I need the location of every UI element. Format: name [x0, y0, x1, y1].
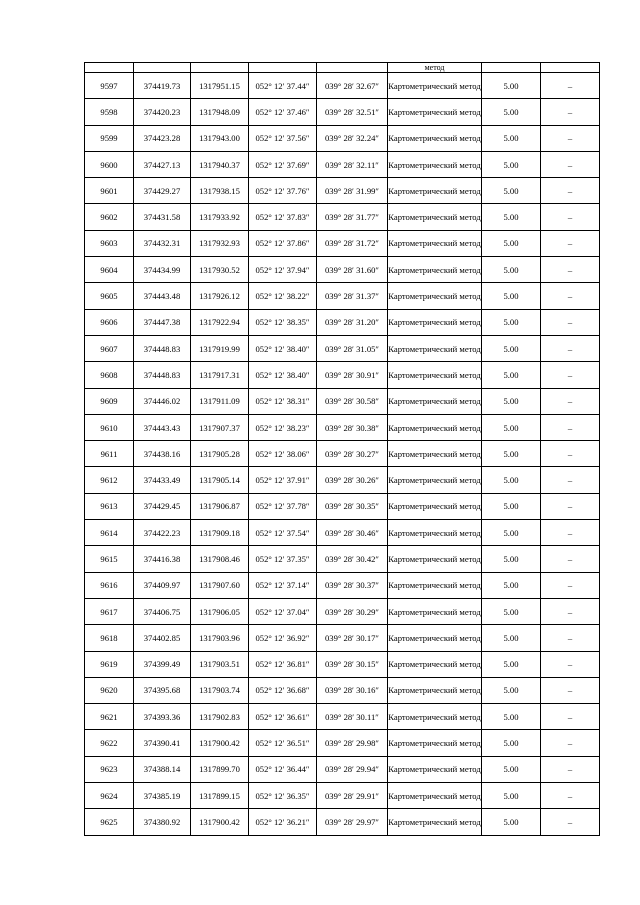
point-number-cell: 9621: [85, 704, 134, 730]
y-coordinate-cell: 1317932.93: [191, 230, 249, 256]
latitude-cell: 052° 12′ 37.76″: [249, 178, 317, 204]
x-coordinate-cell: 374427.13: [134, 151, 191, 177]
table-row: [85, 125, 600, 151]
latitude-cell: 052° 12′ 37.04″: [249, 598, 317, 624]
note-cell: –: [541, 99, 600, 125]
point-number-cell: 9602: [85, 204, 134, 230]
x-coordinate-cell: 374446.02: [134, 388, 191, 414]
y-coordinate-cell: 1317908.46: [191, 546, 249, 572]
x-coordinate-cell: 374433.49: [134, 467, 191, 493]
latitude-cell: 052° 12′ 36.81″: [249, 651, 317, 677]
x-coordinate-cell: 374399.49: [134, 651, 191, 677]
coordinates-table: [84, 62, 600, 836]
point-number-cell: 9612: [85, 467, 134, 493]
longitude-cell: 039° 28′ 31.37″: [317, 283, 388, 309]
method-cell: Картометрический метод: [388, 756, 482, 782]
y-coordinate-cell: 1317900.42: [191, 809, 249, 835]
latitude-cell: 052° 12′ 36.35″: [249, 783, 317, 809]
accuracy-cell: 5.00: [482, 283, 541, 309]
y-coordinate-cell: 1317948.09: [191, 99, 249, 125]
point-number-cell: 9613: [85, 493, 134, 519]
accuracy-cell: 5.00: [482, 572, 541, 598]
method-cell: Картометрический метод: [388, 178, 482, 204]
point-number-cell: 9610: [85, 414, 134, 440]
accuracy-cell: 5.00: [482, 730, 541, 756]
accuracy-cell: 5.00: [482, 362, 541, 388]
y-coordinate-cell: 1317938.15: [191, 178, 249, 204]
table-row: [85, 441, 600, 467]
table-row: [85, 546, 600, 572]
method-cell: Картометрический метод: [388, 309, 482, 335]
latitude-cell: 052° 12′ 37.91″: [249, 467, 317, 493]
accuracy-cell: 5.00: [482, 151, 541, 177]
table-body: [85, 63, 600, 836]
y-coordinate-cell: 1317905.14: [191, 467, 249, 493]
point-number-cell: 9623: [85, 756, 134, 782]
latitude-cell: 052° 12′ 38.31″: [249, 388, 317, 414]
latitude-cell: 052° 12′ 38.23″: [249, 414, 317, 440]
latitude-cell: 052° 12′ 36.44″: [249, 756, 317, 782]
y-coordinate-cell: 1317900.42: [191, 730, 249, 756]
x-coordinate-cell: 374395.68: [134, 677, 191, 703]
method-cell: Картометрический метод: [388, 467, 482, 493]
method-cell: Картометрический метод: [388, 625, 482, 651]
point-number-cell: 9617: [85, 598, 134, 624]
method-cell: Картометрический метод: [388, 151, 482, 177]
y-coordinate-cell: 1317930.52: [191, 257, 249, 283]
latitude-cell: 052° 12′ 38.35″: [249, 309, 317, 335]
accuracy-cell: 5.00: [482, 809, 541, 835]
accuracy-cell: 5.00: [482, 625, 541, 651]
y-coordinate-cell: 1317919.99: [191, 335, 249, 361]
table-row: [85, 309, 600, 335]
table-row: [85, 572, 600, 598]
accuracy-cell: 5.00: [482, 204, 541, 230]
method-cell: Картометрический метод: [388, 572, 482, 598]
x-coordinate-cell: 374432.31: [134, 230, 191, 256]
latitude-cell: 052° 12′ 37.86″: [249, 230, 317, 256]
accuracy-cell: 5.00: [482, 414, 541, 440]
x-coordinate-cell: 374402.85: [134, 625, 191, 651]
point-number-cell: 9600: [85, 151, 134, 177]
accuracy-cell: 5.00: [482, 257, 541, 283]
y-coordinate-cell: 1317906.05: [191, 598, 249, 624]
longitude-cell: 039° 28′ 30.27″: [317, 441, 388, 467]
accuracy-cell: 5.00: [482, 335, 541, 361]
accuracy-cell: 5.00: [482, 520, 541, 546]
table-row: [85, 230, 600, 256]
table-row: [85, 204, 600, 230]
y-coordinate-cell: 1317902.83: [191, 704, 249, 730]
point-number-cell: 9614: [85, 520, 134, 546]
method-fragment-cell: метод: [388, 63, 482, 73]
latitude-cell: 052° 12′ 36.51″: [249, 730, 317, 756]
table-row: [85, 704, 600, 730]
note-cell: –: [541, 756, 600, 782]
longitude-cell: 039° 28′ 30.17″: [317, 625, 388, 651]
note-cell: –: [541, 467, 600, 493]
x-coordinate-cell: 374409.97: [134, 572, 191, 598]
x-coordinate-cell: 374380.92: [134, 809, 191, 835]
longitude-cell: 039° 28′ 31.77″: [317, 204, 388, 230]
method-cell: Картометрический метод: [388, 257, 482, 283]
latitude-cell: 052° 12′ 37.14″: [249, 572, 317, 598]
accuracy-cell: 5.00: [482, 756, 541, 782]
latitude-cell: 052° 12′ 37.56″: [249, 125, 317, 151]
y-coordinate-cell: 1317903.96: [191, 625, 249, 651]
table-row: [85, 783, 600, 809]
x-coordinate-cell: 374420.23: [134, 99, 191, 125]
x-coordinate-cell: 374390.41: [134, 730, 191, 756]
y-coordinate-cell: 1317922.94: [191, 309, 249, 335]
x-coordinate-cell: 374431.58: [134, 204, 191, 230]
method-cell: Картометрический метод: [388, 809, 482, 835]
x-coordinate-cell: 374438.16: [134, 441, 191, 467]
method-cell: Картометрический метод: [388, 677, 482, 703]
note-cell: –: [541, 677, 600, 703]
latitude-cell: 052° 12′ 36.68″: [249, 677, 317, 703]
accuracy-cell: 5.00: [482, 125, 541, 151]
latitude-cell: 052° 12′ 37.83″: [249, 204, 317, 230]
accuracy-cell: 5.00: [482, 704, 541, 730]
method-cell: Картометрический метод: [388, 99, 482, 125]
table-row: [85, 625, 600, 651]
note-cell: –: [541, 257, 600, 283]
longitude-cell: 039° 28′ 32.24″: [317, 125, 388, 151]
point-number-cell: 9598: [85, 99, 134, 125]
longitude-cell: 039° 28′ 30.46″: [317, 520, 388, 546]
method-cell: Картометрический метод: [388, 704, 482, 730]
point-number-cell: 9620: [85, 677, 134, 703]
longitude-cell: 039° 28′ 31.60″: [317, 257, 388, 283]
note-cell: –: [541, 572, 600, 598]
latitude-cell: 052° 12′ 37.69″: [249, 151, 317, 177]
x-coordinate-cell: 374388.14: [134, 756, 191, 782]
y-coordinate-cell: 1317943.00: [191, 125, 249, 151]
point-number-cell: 9618: [85, 625, 134, 651]
longitude-cell: 039° 28′ 32.11″: [317, 151, 388, 177]
latitude-cell: 052° 12′ 38.40″: [249, 335, 317, 361]
y-coordinate-cell: 1317905.28: [191, 441, 249, 467]
point-number-cell: 9625: [85, 809, 134, 835]
x-coordinate-cell: 374443.48: [134, 283, 191, 309]
x-coordinate-cell: 374393.36: [134, 704, 191, 730]
longitude-cell: 039° 28′ 31.72″: [317, 230, 388, 256]
note-cell: –: [541, 704, 600, 730]
method-cell: Картометрический метод: [388, 520, 482, 546]
method-cell: Картометрический метод: [388, 73, 482, 99]
x-coordinate-cell: 374434.99: [134, 257, 191, 283]
method-cell: Картометрический метод: [388, 125, 482, 151]
longitude-cell: 039° 28′ 30.58″: [317, 388, 388, 414]
table-row: [85, 257, 600, 283]
accuracy-cell: 5.00: [482, 309, 541, 335]
method-cell: Картометрический метод: [388, 730, 482, 756]
note-cell: –: [541, 335, 600, 361]
point-number-cell: 9607: [85, 335, 134, 361]
x-coordinate-cell: 374416.38: [134, 546, 191, 572]
method-cell: Картометрический метод: [388, 598, 482, 624]
y-coordinate-cell: 1317907.37: [191, 414, 249, 440]
note-cell: –: [541, 809, 600, 835]
note-cell: –: [541, 204, 600, 230]
y-coordinate-cell: 1317899.15: [191, 783, 249, 809]
longitude-cell: 039° 28′ 31.99″: [317, 178, 388, 204]
table-row: [85, 283, 600, 309]
note-cell: –: [541, 414, 600, 440]
note-cell: –: [541, 73, 600, 99]
longitude-cell: 039° 28′ 30.29″: [317, 598, 388, 624]
accuracy-cell: 5.00: [482, 230, 541, 256]
latitude-cell: 052° 12′ 36.61″: [249, 704, 317, 730]
note-cell: –: [541, 441, 600, 467]
x-coordinate-cell: 374406.75: [134, 598, 191, 624]
method-cell: Картометрический метод: [388, 651, 482, 677]
point-number-cell: 9608: [85, 362, 134, 388]
table-row: [85, 730, 600, 756]
longitude-cell: 039° 28′ 30.42″: [317, 546, 388, 572]
latitude-cell: 052° 12′ 38.06″: [249, 441, 317, 467]
y-coordinate-cell: 1317899.70: [191, 756, 249, 782]
accuracy-cell: 5.00: [482, 178, 541, 204]
x-coordinate-cell: 374447.38: [134, 309, 191, 335]
latitude-cell: 052° 12′ 38.40″: [249, 362, 317, 388]
table-row: [85, 414, 600, 440]
x-coordinate-cell: 374423.28: [134, 125, 191, 151]
table-row: [85, 151, 600, 177]
y-coordinate-cell: 1317911.09: [191, 388, 249, 414]
x-coordinate-cell: 374385.19: [134, 783, 191, 809]
y-coordinate-cell: 1317909.18: [191, 520, 249, 546]
note-cell: –: [541, 178, 600, 204]
latitude-cell: 052° 12′ 38.22″: [249, 283, 317, 309]
point-number-cell: 9606: [85, 309, 134, 335]
method-cell: Картометрический метод: [388, 283, 482, 309]
y-coordinate-cell: 1317940.37: [191, 151, 249, 177]
table-continuation-row: [85, 63, 600, 73]
longitude-cell: 039° 28′ 30.38″: [317, 414, 388, 440]
table-row: [85, 756, 600, 782]
y-coordinate-cell: 1317926.12: [191, 283, 249, 309]
note-cell: –: [541, 598, 600, 624]
point-number-cell: 9603: [85, 230, 134, 256]
note-cell: –: [541, 362, 600, 388]
note-cell: –: [541, 230, 600, 256]
note-cell: –: [541, 125, 600, 151]
accuracy-cell: 5.00: [482, 546, 541, 572]
y-coordinate-cell: 1317903.74: [191, 677, 249, 703]
longitude-cell: 039° 28′ 32.51″: [317, 99, 388, 125]
table-row: [85, 598, 600, 624]
point-number-cell: 9616: [85, 572, 134, 598]
latitude-cell: 052° 12′ 37.44″: [249, 73, 317, 99]
table-row: [85, 493, 600, 519]
longitude-cell: 039° 28′ 29.91″: [317, 783, 388, 809]
latitude-cell: 052° 12′ 36.92″: [249, 625, 317, 651]
accuracy-cell: 5.00: [482, 467, 541, 493]
method-cell: Картометрический метод: [388, 414, 482, 440]
longitude-cell: 039° 28′ 29.97″: [317, 809, 388, 835]
longitude-cell: 039° 28′ 30.37″: [317, 572, 388, 598]
document-page: [84, 62, 599, 836]
note-cell: –: [541, 730, 600, 756]
latitude-cell: 052° 12′ 37.54″: [249, 520, 317, 546]
y-coordinate-cell: 1317907.60: [191, 572, 249, 598]
y-coordinate-cell: 1317933.92: [191, 204, 249, 230]
point-number-cell: 9605: [85, 283, 134, 309]
x-coordinate-cell: 374429.27: [134, 178, 191, 204]
table-row: [85, 520, 600, 546]
note-cell: –: [541, 520, 600, 546]
table-row: [85, 335, 600, 361]
method-cell: Картометрический метод: [388, 783, 482, 809]
note-cell: –: [541, 388, 600, 414]
longitude-cell: 039° 28′ 32.67″: [317, 73, 388, 99]
note-cell: –: [541, 283, 600, 309]
note-cell: –: [541, 651, 600, 677]
y-coordinate-cell: 1317917.31: [191, 362, 249, 388]
table-row: [85, 362, 600, 388]
longitude-cell: 039° 28′ 30.35″: [317, 493, 388, 519]
point-number-cell: 9619: [85, 651, 134, 677]
method-cell: Картометрический метод: [388, 230, 482, 256]
table-row: [85, 178, 600, 204]
point-number-cell: 9609: [85, 388, 134, 414]
method-cell: Картометрический метод: [388, 546, 482, 572]
longitude-cell: 039° 28′ 30.11″: [317, 704, 388, 730]
x-coordinate-cell: 374422.23: [134, 520, 191, 546]
point-number-cell: 9597: [85, 73, 134, 99]
accuracy-cell: 5.00: [482, 493, 541, 519]
longitude-cell: 039° 28′ 30.16″: [317, 677, 388, 703]
accuracy-cell: 5.00: [482, 598, 541, 624]
y-coordinate-cell: 1317906.87: [191, 493, 249, 519]
method-cell: Картометрический метод: [388, 493, 482, 519]
y-coordinate-cell: 1317951.15: [191, 73, 249, 99]
point-number-cell: 9622: [85, 730, 134, 756]
x-coordinate-cell: 374429.45: [134, 493, 191, 519]
table-row: [85, 467, 600, 493]
x-coordinate-cell: 374448.83: [134, 362, 191, 388]
note-cell: –: [541, 151, 600, 177]
longitude-cell: 039° 28′ 30.91″: [317, 362, 388, 388]
latitude-cell: 052° 12′ 37.35″: [249, 546, 317, 572]
table-row: [85, 677, 600, 703]
point-number-cell: 9601: [85, 178, 134, 204]
table-row: [85, 388, 600, 414]
accuracy-cell: 5.00: [482, 651, 541, 677]
point-number-cell: 9599: [85, 125, 134, 151]
method-cell: Картометрический метод: [388, 204, 482, 230]
note-cell: –: [541, 783, 600, 809]
x-coordinate-cell: 374448.83: [134, 335, 191, 361]
note-cell: –: [541, 546, 600, 572]
longitude-cell: 039° 28′ 30.26″: [317, 467, 388, 493]
point-number-cell: 9624: [85, 783, 134, 809]
accuracy-cell: 5.00: [482, 677, 541, 703]
accuracy-cell: 5.00: [482, 99, 541, 125]
y-coordinate-cell: 1317903.51: [191, 651, 249, 677]
x-coordinate-cell: 374419.73: [134, 73, 191, 99]
table-row: [85, 809, 600, 835]
latitude-cell: 052° 12′ 37.94″: [249, 257, 317, 283]
table-row: [85, 99, 600, 125]
point-number-cell: 9611: [85, 441, 134, 467]
accuracy-cell: 5.00: [482, 783, 541, 809]
latitude-cell: 052° 12′ 36.21″: [249, 809, 317, 835]
x-coordinate-cell: 374443.43: [134, 414, 191, 440]
longitude-cell: 039° 28′ 29.94″: [317, 756, 388, 782]
method-cell: Картометрический метод: [388, 441, 482, 467]
note-cell: –: [541, 493, 600, 519]
table-row: [85, 651, 600, 677]
note-cell: –: [541, 309, 600, 335]
accuracy-cell: 5.00: [482, 73, 541, 99]
point-number-cell: 9604: [85, 257, 134, 283]
accuracy-cell: 5.00: [482, 388, 541, 414]
longitude-cell: 039° 28′ 29.98″: [317, 730, 388, 756]
accuracy-cell: 5.00: [482, 441, 541, 467]
longitude-cell: 039° 28′ 30.15″: [317, 651, 388, 677]
longitude-cell: 039° 28′ 31.05″: [317, 335, 388, 361]
longitude-cell: 039° 28′ 31.20″: [317, 309, 388, 335]
method-cell: Картометрический метод: [388, 388, 482, 414]
method-cell: Картометрический метод: [388, 362, 482, 388]
point-number-cell: 9615: [85, 546, 134, 572]
latitude-cell: 052° 12′ 37.78″: [249, 493, 317, 519]
latitude-cell: 052° 12′ 37.46″: [249, 99, 317, 125]
method-cell: Картометрический метод: [388, 335, 482, 361]
table-row: [85, 73, 600, 99]
note-cell: –: [541, 625, 600, 651]
